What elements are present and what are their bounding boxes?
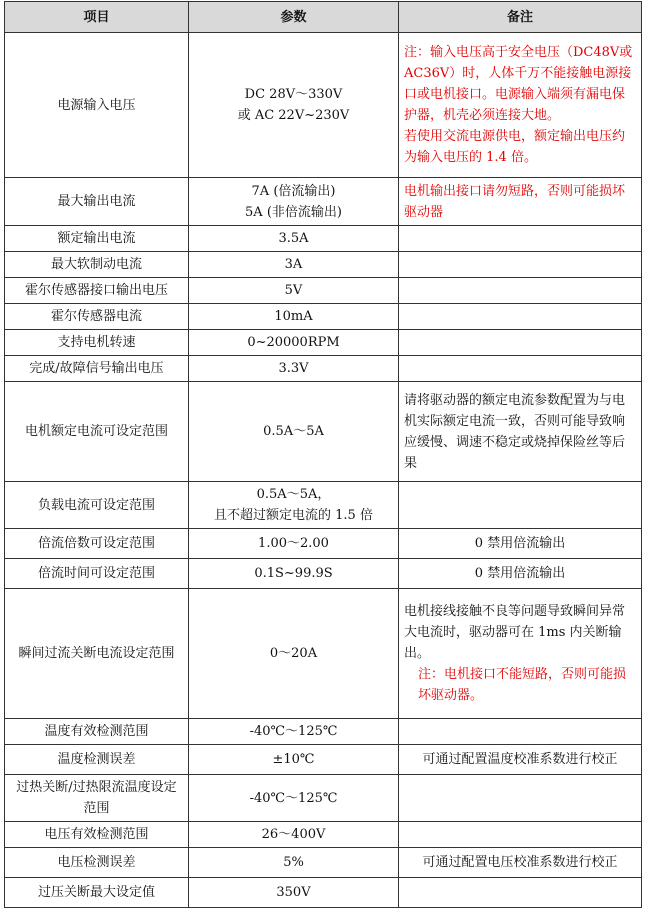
parameter-value: 5V [284, 283, 303, 298]
parameter-value: -40℃～125℃ [249, 724, 338, 739]
parameter-value: ±10℃ [272, 752, 315, 767]
table-row [5, 529, 642, 559]
warning-note: 注：电机接口不能短路，否则可能损坏驱动器。 [418, 667, 627, 703]
parameter-value: DC 28V～330V [244, 87, 343, 102]
remark-text: 可通过配置温度校准系数进行校正 [422, 752, 618, 767]
parameter-cell [189, 848, 399, 878]
parameter-cell [189, 745, 399, 775]
table-row [5, 304, 642, 330]
parameter-cell [189, 559, 399, 589]
remark-cell [399, 304, 642, 330]
parameter-cell [189, 382, 399, 482]
table-row [5, 178, 642, 226]
item-name: 倍流倍数可设定范围 [5, 529, 189, 559]
item-name: 负载电流可设定范围 [5, 482, 189, 529]
parameter-cell [189, 529, 399, 559]
table-row [5, 822, 642, 848]
parameter-value: 或 AC 22V~230V [237, 108, 350, 123]
remark-cell [399, 178, 642, 226]
parameter-cell [189, 589, 399, 719]
parameter-value: 26～400V [261, 827, 326, 842]
remark-cell [399, 252, 642, 278]
parameter-cell [189, 482, 399, 529]
item-name: 温度检测误差 [5, 745, 189, 775]
parameter-cell [189, 330, 399, 356]
parameter-value: 0～20A [269, 646, 318, 661]
table-row [5, 719, 642, 745]
parameter-value: 350V [276, 885, 311, 900]
warning-note: 注：输入电压高于安全电压（DC48V或 AC36V）时，人体千万不能接触电源接口或电机接口。电源输入端须有漏电保护器，机壳必须连接大地。 [404, 45, 633, 123]
table-row [5, 226, 642, 252]
item-name: 霍尔传感器接口输出电压 [5, 278, 189, 304]
item-name: 霍尔传感器电流 [5, 304, 189, 330]
item-name: 电源输入电压 [5, 33, 189, 178]
parameter-value: 0.5A～5A [263, 424, 324, 439]
remark-cell [399, 356, 642, 382]
parameter-value: 3A [284, 257, 303, 272]
parameter-value: 0~20000RPM [247, 335, 340, 350]
remark-text: 0 禁用倍流输出 [474, 566, 566, 581]
remark-cell [399, 589, 642, 719]
parameter-value: 5A (非倍流输出) [245, 204, 342, 220]
remark-cell [399, 278, 642, 304]
spec-table [4, 1, 642, 908]
parameter-cell [189, 822, 399, 848]
item-name: 支持电机转速 [5, 330, 189, 356]
remark-cell [399, 33, 642, 178]
remark-cell [399, 226, 642, 252]
table-row [5, 278, 642, 304]
parameter-value: 0.1S~99.9S [254, 566, 333, 581]
table-row [5, 252, 642, 278]
remark-cell [399, 559, 642, 589]
parameter-value: -40℃～125℃ [249, 790, 338, 806]
remark-text: 可通过配置电压校准系数进行校正 [422, 855, 618, 870]
warning-note: 若使用交流电源供电，额定输出电压约为输入电压的 1.4 倍。 [404, 129, 626, 165]
item-name: 温度有效检测范围 [5, 719, 189, 745]
table-row [5, 848, 642, 878]
parameter-cell [189, 304, 399, 330]
parameter-cell [189, 356, 399, 382]
remark-text: 电机接线接触不良等问题导致瞬间异常大电流时，驱动器可在 1ms 内关断输出。 [404, 604, 626, 661]
item-name: 完成/故障信号输出电压 [5, 356, 189, 382]
table-row [5, 745, 642, 775]
remark-cell [399, 719, 642, 745]
header-parameter: 参数 [189, 2, 399, 33]
remark-text: 请将驱动器的额定电流参数配置为与电机实际额定电流一致，否则可能导致响应缓慢、调速不稳定或烧掉保险丝等后果 [404, 392, 626, 471]
remark-cell [399, 745, 642, 775]
table-row [5, 482, 642, 529]
parameter-value: 3.5A [278, 231, 309, 246]
item-name: 电机额定电流可设定范围 [5, 382, 189, 482]
remark-cell [399, 878, 642, 908]
table-body [5, 33, 642, 908]
parameter-value: 1.00～2.00 [258, 536, 329, 551]
table-row [5, 33, 642, 178]
parameter-cell [189, 878, 399, 908]
table-row [5, 382, 642, 482]
parameter-cell [189, 226, 399, 252]
remark-cell [399, 382, 642, 482]
table-row [5, 878, 642, 908]
remark-text: 0 禁用倍流输出 [474, 536, 566, 551]
remark-cell [399, 775, 642, 822]
parameter-cell [189, 252, 399, 278]
table-row [5, 559, 642, 589]
parameter-cell [189, 775, 399, 822]
table-row [5, 356, 642, 382]
parameter-cell [189, 178, 399, 226]
item-name: 倍流时间可设定范围 [5, 559, 189, 589]
item-name: 过压关断最大设定值 [5, 878, 189, 908]
header-row [5, 2, 642, 33]
parameter-value: 7A (倍流输出) [251, 183, 336, 199]
header-remark: 备注 [399, 2, 642, 33]
parameter-cell [189, 33, 399, 178]
table-row [5, 589, 642, 719]
parameter-value: 0.5A～5A， [256, 487, 331, 502]
parameter-value: 10mA [274, 309, 313, 324]
remark-cell [399, 482, 642, 529]
remark-cell [399, 529, 642, 559]
parameter-cell [189, 278, 399, 304]
table-row [5, 330, 642, 356]
parameter-value: 5% [283, 855, 304, 870]
remark-cell [399, 822, 642, 848]
item-name: 电压有效检测范围 [5, 822, 189, 848]
item-name: 额定输出电流 [5, 226, 189, 252]
parameter-value: 3.3V [278, 361, 309, 376]
item-name: 最大软制动电流 [5, 252, 189, 278]
remark-cell [399, 330, 642, 356]
remark-cell [399, 848, 642, 878]
table-row [5, 775, 642, 822]
item-name: 瞬间过流关断电流设定范围 [5, 589, 189, 719]
item-name: 电压检测误差 [5, 848, 189, 878]
item-name: 最大输出电流 [5, 178, 189, 226]
item-name: 过热关断/过热限流温度设定范围 [5, 775, 189, 822]
warning-note: 电机输出接口请勿短路，否则可能损坏驱动器 [404, 183, 626, 220]
header-item: 项目 [5, 2, 189, 33]
parameter-cell [189, 719, 399, 745]
parameter-value: 且不超过额定电流的 1.5 倍 [214, 508, 373, 523]
